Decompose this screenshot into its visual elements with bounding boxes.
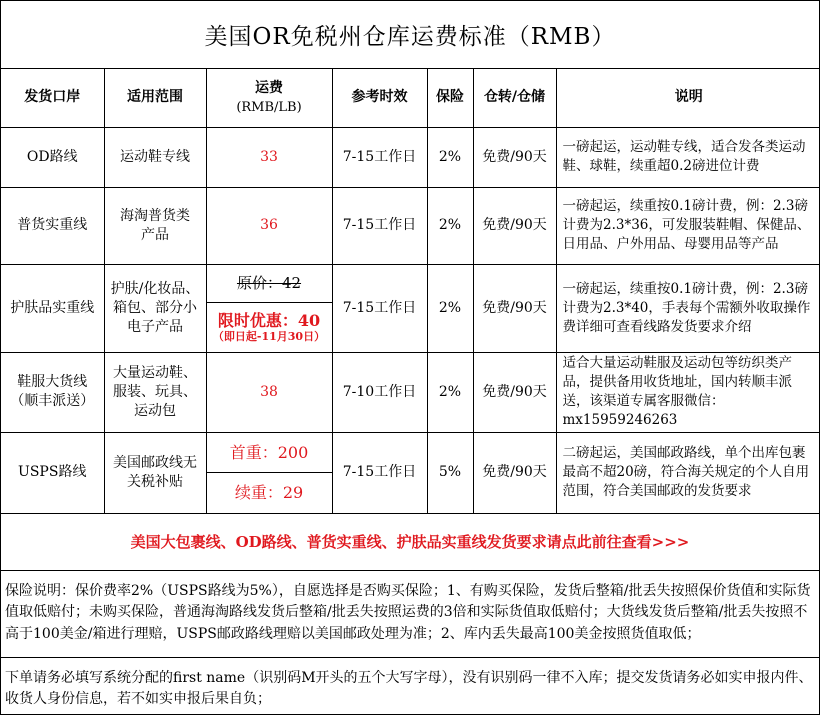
header-fee xyxy=(206,69,332,127)
header-insurance: 保险 xyxy=(427,69,473,127)
table-row xyxy=(1,187,820,264)
row-fee xyxy=(206,264,332,352)
row-port xyxy=(1,352,104,432)
row-desc: 二磅起运，美国邮政路线，单个出库包裹最高不超20磅，符合海关规定的个人自用范围，符合美国邮政的发货要求 xyxy=(556,432,820,513)
row-time: 7-15工作日 xyxy=(332,187,427,264)
row-port-line2: （顺丰派送） xyxy=(10,393,95,409)
header-fee-line1: 运费 xyxy=(255,79,283,96)
row-port: USPS路线 xyxy=(1,432,104,513)
row-scope: 运动鞋专线 xyxy=(104,127,206,187)
promo-price: 限时优惠：40 xyxy=(217,310,321,330)
rate-table xyxy=(1,69,820,514)
row-port: OD路线 xyxy=(1,127,104,187)
row-insurance: 2% xyxy=(427,352,473,432)
row-storage: 免费/90天 xyxy=(473,264,556,352)
row-storage: 免费/90天 xyxy=(473,432,556,513)
row-fee: 38 xyxy=(206,352,332,432)
row-fee: 36 xyxy=(206,187,332,264)
row-insurance: 2% xyxy=(427,187,473,264)
header-time: 参考时效 xyxy=(332,69,427,127)
row-fee: 33 xyxy=(206,127,332,187)
shipping-requirements-link[interactable]: 美国大包裹线、OD路线、普货实重线、护肤品实重线发货要求请点此前往查看>>> xyxy=(1,514,819,571)
header-fee-line2: (RMB/LB) xyxy=(236,99,302,115)
table-row xyxy=(1,352,820,432)
header-port: 发货口岸 xyxy=(1,69,104,127)
row-scope: 护肤/化妆品、箱包、部分小电子产品 xyxy=(104,264,206,352)
row-scope: 海淘普货类产品 xyxy=(104,187,206,264)
row-time: 7-10工作日 xyxy=(332,352,427,432)
row-desc: 一磅起运，续重按0.1磅计费，例：2.3磅计费为2.3*40，手表每个需额外收取操作费详细可查看线路发货要求介绍 xyxy=(556,264,820,352)
header-scope: 适用范围 xyxy=(104,69,206,127)
row-time: 7-15工作日 xyxy=(332,432,427,513)
row-insurance: 2% xyxy=(427,264,473,352)
row-port-line1: 鞋服大货线 xyxy=(17,374,88,390)
row-storage: 免费/90天 xyxy=(473,127,556,187)
page-title: 美国OR免税州仓库运费标准（RMB） xyxy=(1,1,819,69)
row-storage: 免费/90天 xyxy=(473,187,556,264)
header-desc: 说明 xyxy=(556,69,820,127)
row-desc: 一磅起运，续重按0.1磅计费，例：2.3磅计费为2.3*36，可发服装鞋帽、保健品、日用品、户外用品、母婴用品等产品 xyxy=(556,187,820,264)
table-row xyxy=(1,264,820,352)
row-time: 7-15工作日 xyxy=(332,264,427,352)
original-price: 原价：42 xyxy=(236,273,302,292)
row-desc: 适合大量运动鞋服及运动包等纺织类产品，提供备用收货地址，国内转顺丰派送，该渠道专属客服微信：mx15959246263 xyxy=(556,352,820,432)
table-header-row xyxy=(1,69,820,127)
table-row xyxy=(1,127,820,187)
row-scope: 大量运动鞋、服装、玩具、运动包 xyxy=(104,352,206,432)
promo-period: （即日起-11月30日） xyxy=(212,329,326,343)
next-weight-price: 续重：29 xyxy=(234,483,304,503)
first-weight-price: 首重：200 xyxy=(229,442,309,462)
header-storage: 仓转/仓储 xyxy=(473,69,556,127)
row-fee xyxy=(206,432,332,513)
row-scope: 美国邮政线无关税补贴 xyxy=(104,432,206,513)
table-row xyxy=(1,432,820,513)
row-port: 普货实重线 xyxy=(1,187,104,264)
order-note: 下单请务必填写系统分配的first name（识别码M开头的五个大写字母），没有识别码一律不入库；提交发货请务必如实申报内件、收货人身份信息，若不如实申报后果自负； xyxy=(5,669,813,707)
row-insurance: 5% xyxy=(427,432,473,513)
row-port: 护肤品实重线 xyxy=(1,264,104,352)
insurance-note: 保险说明：保价费率2%（USPS路线为5%），自愿选择是否购买保险；1、有购买保险，发货后整箱/批丢失按照保价货值和实际货值取低赔付；未购买保险，普通海淘路线发货后整箱/批丢失按照运费的3倍和实际货值取低赔付；大货线发货后整箱/批丢失按照不高于100美金/箱进行理赔，USPS邮政路线理赔以美国邮政处理为准；2、库内丢失最高100美金按照货值取低； xyxy=(1,571,819,658)
row-storage: 免费/90天 xyxy=(473,352,556,432)
row-desc: 一磅起运，运动鞋专线，适合发各类运动鞋、球鞋，续重超0.2磅进位计费 xyxy=(556,127,820,187)
row-insurance: 2% xyxy=(427,127,473,187)
row-time: 7-15工作日 xyxy=(332,127,427,187)
